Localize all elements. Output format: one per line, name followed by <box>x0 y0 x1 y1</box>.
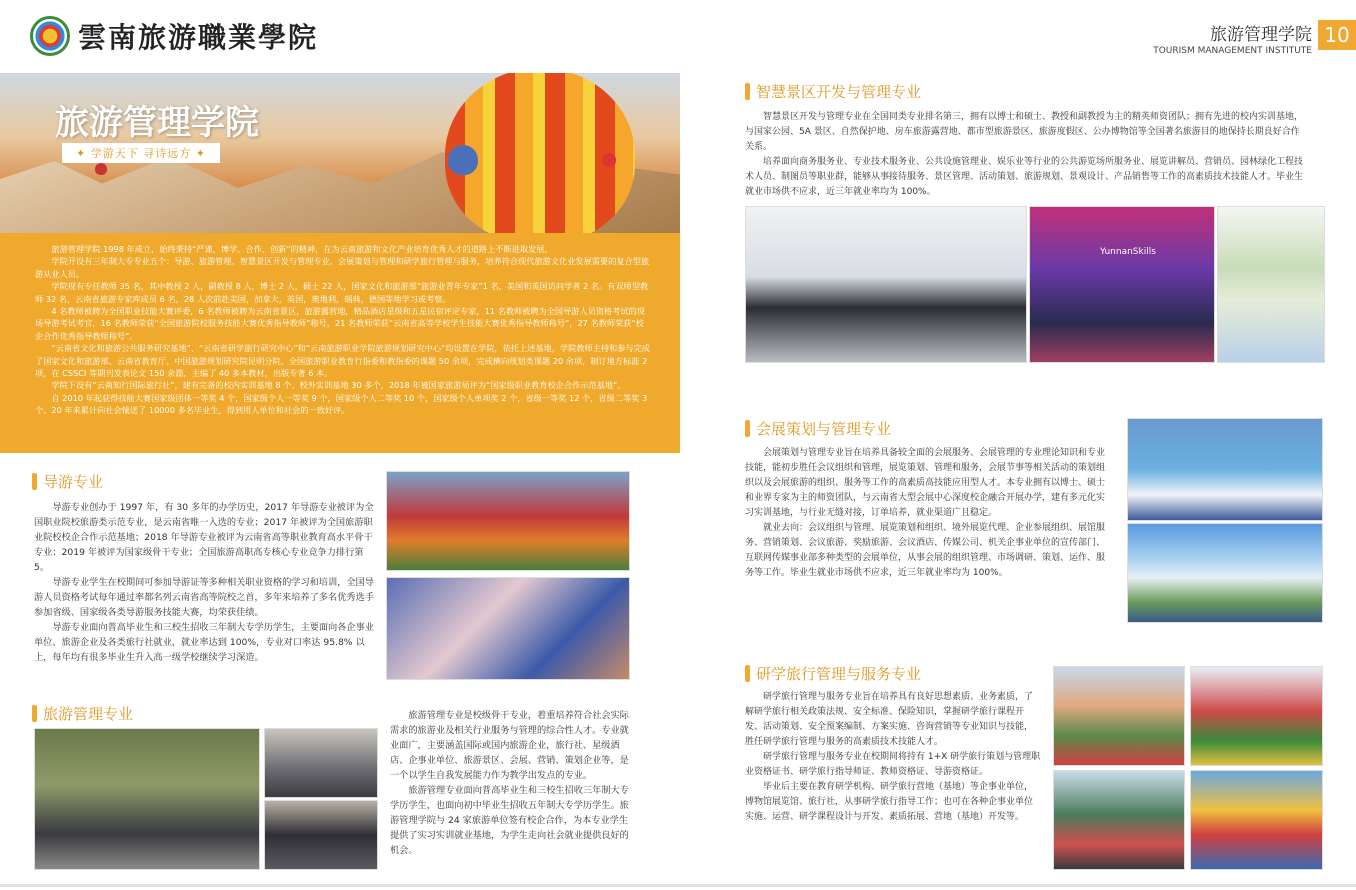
balloon-image <box>448 145 478 175</box>
section-body-zhihui: 智慧景区开发与管理专业在全国同类专业排名第三，拥有以博士和硕士、教授和副教授为主的精英师资团队；拥有先进的校内实训基地，与国家公园、5A 景区、自然保护地、房车旅游露营地、都市型旅游景区、旅游度假区、公办博物馆等全国著名旅游目的地保持长期良好合作关系。 培养面向商务服务业、专业技术服务业、公共设施管理业、娱乐业等行业的公共游览场所服务业、展览讲解员、营销员、园林绿化工程技术人员、制图员等职业群，能够从事接待服务、景区管理、活动策划、旅游规划、景观设计、产品销售等工作的高素质技术技能人才。毕业生就业市场供不应求，近三年就业率均为 100%。 <box>745 112 1304 197</box>
section-title-yanxue: 研学旅行管理与服务专业 <box>745 663 921 684</box>
college-name-cn: 旅游管理学院 <box>1210 25 1312 45</box>
intro-paragraph: “云南省文化和旅游公共服务研究基地”、“云南省研学旅行研究中心”和“云南旅游职业学院旅游规划研究中心”均设置在学院，依托上述基地，学院教师主持和参与完成了国家文化和旅游部、云南省教育厅、中国旅游规划研究院昆明分院、全国旅游职业教育行指委和教指委的课题 50 余项，完成横向规划类课题 20 余项，制订地方标准 2 项，在 CSSCI 等期刊发表论文 150 余篇，主编了 40 多本教材，出版专著 6 本。 <box>35 343 650 379</box>
study-tour-photo-image <box>1190 770 1323 870</box>
page-number: 10 <box>1318 20 1356 50</box>
intro-paragraph: 学院开设有三年制大专专业五个：导游、旅游管理、智慧景区开发与管理专业，会展策划与管理和研学旅行管理与服务，培养符合现代旅游文化业发展需要的复合型旅游从业人员。 <box>35 256 650 279</box>
balloon-image <box>602 153 616 167</box>
classroom-photo-image <box>386 577 630 680</box>
section-title-zhihui: 智慧景区开发与管理专业 <box>745 81 921 102</box>
scenic-training-photo-image <box>745 206 1027 363</box>
section-body-lvyou: 旅游管理专业是校级骨干专业，着重培养符合社会实际需求的旅游业及相关行业服务与管理的综合性人才。专业就业面广，主要涵盖国际或国内旅游企业，旅行社、星级酒店、企事业单位、旅游景区、会展、营销、策划企业等，是一个以学生自我发展能力作为教学出发点的专业。 旅游管理专业面向普高毕业生和三校生招收三年制大专学历学生，也面向初中毕业生招收五年制大专学历学生。旅游管理学院与 24 家旅游单位签有校企合作，为本专业学生提供了实习实训就业基地，为学生走向社会就业提供良好的机会。 <box>390 710 629 856</box>
section-title-daoyou: 导游专业 <box>32 471 103 492</box>
group-photo-image <box>34 728 260 870</box>
exhibition-team-photo-image <box>1127 418 1323 521</box>
section-body-yanxue: 研学旅行管理与服务专业旨在培养具有良好思想素质、业务素质，了解研学旅行相关政策法规、安全标准、保险知识，掌握研学旅行课程开发、活动策划、安全预案编制、方案实施、咨询营销等专业知识与技能，胜任研学旅行管理与服务的高素质技术技能人才。 研学旅行管理与服务专业在校期间将持有 1+X 研学旅行策划与管理职业资格证书、研学旅行指导师证、教师资格证、导游资格证。 毕业后主要在教育研学机构、研学旅行营地（基地）等企事业单位，博物馆展览馆、旅行社，从事研学旅行指导工作；也可在各种企事业单位实施、运营、研学课程设计与开发、素质拓展、营地（基地）开发等。 <box>745 692 1041 822</box>
hero-title: 旅游管理学院 <box>55 103 259 143</box>
study-tour-photo-image <box>1190 666 1323 766</box>
section-title-huizhan: 会展策划与管理专业 <box>745 418 891 439</box>
intro-paragraph: 4 名教师被聘为全国职业技能大赛评委，6 名教师被聘为云南省景区，旅游露营地，精品酒店星级和五星民宿评定专家，11 名教师被聘为全国导游人员资格考试的现场导游考试考官，16 名教师荣获“全国旅游院校服务技能大赛优秀指导教师”称号，21 名教师荣获“云南省高等学校学生技能大赛优秀指导教师称号”，27 名教师荣获“校企合作优秀指导教师称号”。 <box>35 306 645 341</box>
yunnan-skills-banner: YunnanSkills <box>1100 247 1156 257</box>
study-tour-photo-image <box>1053 770 1185 870</box>
page-header <box>1153 20 1356 56</box>
hero-banner <box>0 73 680 233</box>
school-name: 雲南旅游職業學院 <box>78 21 319 54</box>
college-name-en: TOURISM MANAGEMENT INSTITUTE <box>1153 46 1312 56</box>
group-photo-image <box>386 471 630 571</box>
section-title-lvyou: 旅游管理专业 <box>32 703 133 724</box>
section-body-daoyou: 导游专业创办于 1997 年，有 30 多年的办学历史，2017 年导游专业被评为全国职业院校旅游类示范专业，是云南省唯一入选的专业；2017 年被评为全国旅游职业院校校企合作示范基地；2018 年导游专业被评为云南省高等职业教育高水平骨干专业；2019 年被评为国家级骨干专业；全国旅游高职高专核心专业竞争力排行第 5。 导游专业学生在校期间可参加导游证等多种相关职业资格的学习和培训，全国导游人员资格考试每年通过率都名列云南省高等院校之首，多年来培养了多名优秀选手参加省级、国家级各类导游服务技能大赛，均荣获佳绩。 导游专业面向普高毕业生和三校生招收三年制大专学历学生，主要面向各企事业单位、旅游企业及各类旅行社就业，就业率达到 100%，专业对口率达 95.8% 以上，每年均有很多毕业生升入高一级学校继续学习深造。 <box>34 502 374 663</box>
award-photo-image <box>1029 206 1215 363</box>
school-emblem-icon <box>30 16 70 56</box>
training-photo-image <box>264 728 378 798</box>
intro-paragraph: 学院现有专任教师 35 名，其中教授 2 人，副教授 8 人，博士 2 人，硕士 22 人，国家文化和旅游部“旅游业青年专家”1 名，美国和英国访问学者 2 名。有双师型教师 32 名，云南省旅游专家库成员 6 名，28 人次前赴美国，加拿大，英国，奥地利，瑞典，德国等地学习或考察。 <box>35 281 649 304</box>
section-body-huizhan: 会展策划与管理专业旨在培养具备较全面的会展服务、会展管理的专业理论知识和专业技能，能初步胜任会议组织和管理，展览策划、管理和服务，会展节事等相关活动的策划组织以及会展旅游的组织、服务等工作的高素质高技能应用型人才。本专业拥有以博士、硕士和业界专家为主的师资团队，与云南省大型会展中心深度校企融合开展办学，建有多元化实习实训基地，与行业无缝对接，订单培养，就业渠道广且稳定。 就业去向：会议组织与管理、展览策划和组织、境外展览代理、企业参展组织、展馆服务、营销策划、会议旅游、奖励旅游、会议酒店、传媒公司、机关企事业单位的宣传部门、互联网传媒事业部多种类型的会展单位，从事会展的组织管理、市场调研、策划、运作、服务等工作。毕业生就业市场供不应求，近三年就业率均为 100%。 <box>745 448 1106 578</box>
training-photo-image <box>264 800 378 870</box>
intro-block <box>0 233 680 453</box>
intro-paragraph: 自 2010 年起获得技能大赛国家级团体一等奖 4 个，国家级个人一等奖 9 个，国家级个人二等奖 10 个，国家级个人单项奖 2 个，省级一等奖 12 个，省级二等奖 3 个。20 年来累计向社会输送了 10000 多名毕业生，得到用人单位和社会的一致好评。 <box>35 392 648 416</box>
school-logo <box>30 16 318 56</box>
hero-slogan: ✦ 学游天下 寻诗远方 ✦ <box>62 143 220 163</box>
intro-paragraph: 学院下设有“云南知行国际旅行社”，建有完备的校内实训基地 8 个、校外实训基地 30 多个，2018 年被国家旅游局评为“国家级职业教育校企合作示范基地”。 <box>51 380 626 391</box>
intro-paragraph: 旅游管理学院 1998 年成立，始终秉持“严谨、博学、合作、创新”的精神，在为云南旅游和文化产业培育优秀人才的道路上不断进取发展。 <box>51 244 553 254</box>
study-tour-photo-image <box>1053 666 1185 766</box>
convention-center-photo-image <box>1127 523 1323 623</box>
balloon-image <box>95 163 107 175</box>
page-bottom-rule <box>0 884 1356 887</box>
planning-map-image <box>1217 206 1325 363</box>
